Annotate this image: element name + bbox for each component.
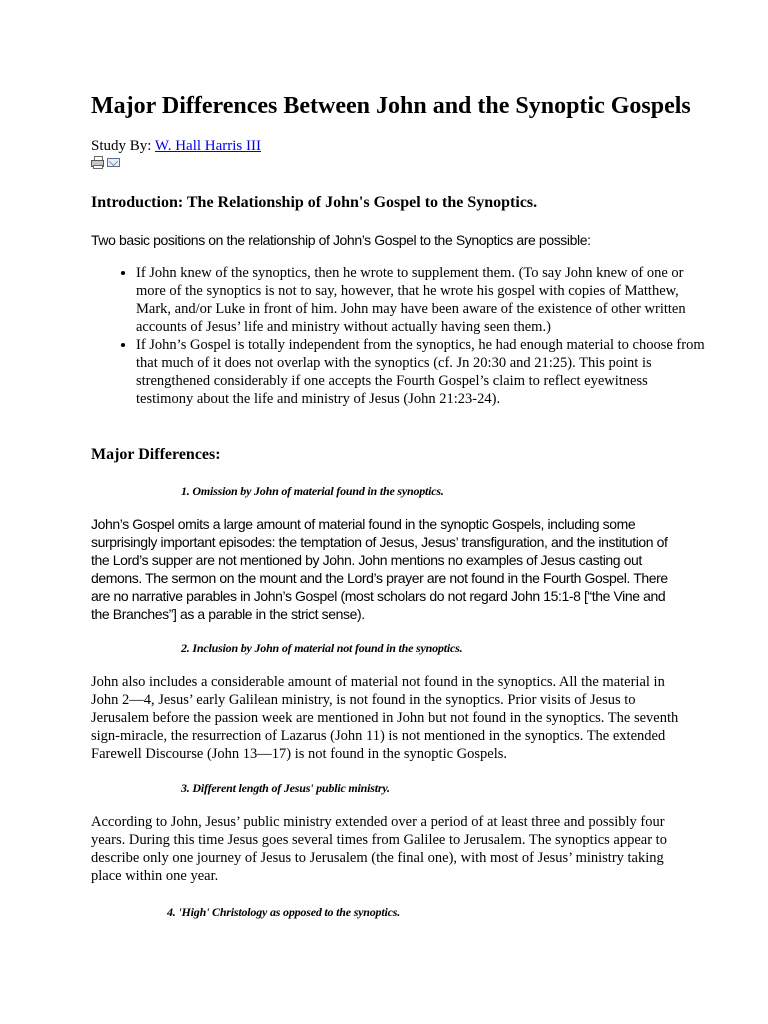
paragraph-1: John’s Gospel omits a large amount of material found in the synoptic Gospels, including some surprisingly important episodes: the temptation of Jesus, Jesus’ transfiguration, and the institution of the Lord’s supper are not mentioned by John. John mentions no examples of Jesus casting out demons. The sermon on the mount and the Lord’s prayer are not found in the Fourth Gospel. There are no narrative parables in John’s Gospel (most scholars do not regard John 15:1-8 [“the Vine and the Branches”] as a parable in the strict sense).: [91, 516, 668, 622]
subheading-1: 1. Omission by John of material found in the synoptics.: [181, 484, 444, 498]
intro-lead: Two basic positions on the relationship of John’s Gospel to the Synoptics are possible:: [91, 232, 591, 248]
page-title: Major Differences Between John and the Synoptic Gospels: [91, 93, 691, 119]
intro-bullet-list: [113, 264, 706, 408]
author-link[interactable]: W. Hall Harris III: [154, 138, 261, 154]
paragraph-2: John also includes a considerable amount of material not found in the synoptics. All the material in John 2—4, Jesus’ early Galilean ministry, is not found in the synoptics. Prior visits of Jesus to Jerusalem before the passion week are mentioned in John but not found in the synoptics. The seventh sign-miracle, the resurrection of Lazarus (John 11) is not mentioned in the synoptics. The extended Farewell Discourse (John 13—17) is not found in the synoptic Gospels.: [91, 674, 679, 762]
printer-icon[interactable]: [91, 156, 104, 168]
email-icon[interactable]: [107, 158, 120, 167]
byline-prefix: Study By:: [91, 138, 155, 154]
subheading-4: 4. 'High' Christology as opposed to the synoptics.: [167, 905, 401, 919]
intro-bullet-1: • If John knew of the synoptics, then he wrote to supplement them. (To say John knew of one or more of the synoptics is not to say, however, that he wrote his gospel with copies of Matthew, Mark, and/or Luke in front of him. John may have been aware of the existence of other written accounts of Jesus’ life and ministry without actually having seen them.): [136, 264, 706, 336]
major-differences-heading: Major Differences:: [91, 446, 221, 463]
tool-icons: [91, 156, 120, 168]
subheading-2: 2. Inclusion by John of material not found in the synoptics.: [181, 641, 463, 655]
subheading-3: 3. Different length of Jesus' public ministry.: [181, 781, 390, 795]
intro-bullet-2: • If John’s Gospel is totally independent from the synoptics, he had enough material to choose from that much of it does not overlap with the synoptics (cf. Jn 20:30 and 21:25). This point is strengthened considerably if one accepts the Fourth Gospel’s claim to reflect eyewitness testimony about the life and ministry of Jesus (John 21:23-24).: [136, 336, 706, 408]
paragraph-3: According to John, Jesus’ public ministry extended over a period of at least three and possibly four years. During this time Jesus goes several times from Galilee to Jerusalem. The synoptics appear to describe only one journey of Jesus to Jerusalem (the final one), with most of Jesus’ ministry taking place within one year.: [91, 814, 667, 884]
intro-heading: Introduction: The Relationship of John's Gospel to the Synoptics.: [91, 194, 538, 211]
byline: [91, 137, 261, 155]
